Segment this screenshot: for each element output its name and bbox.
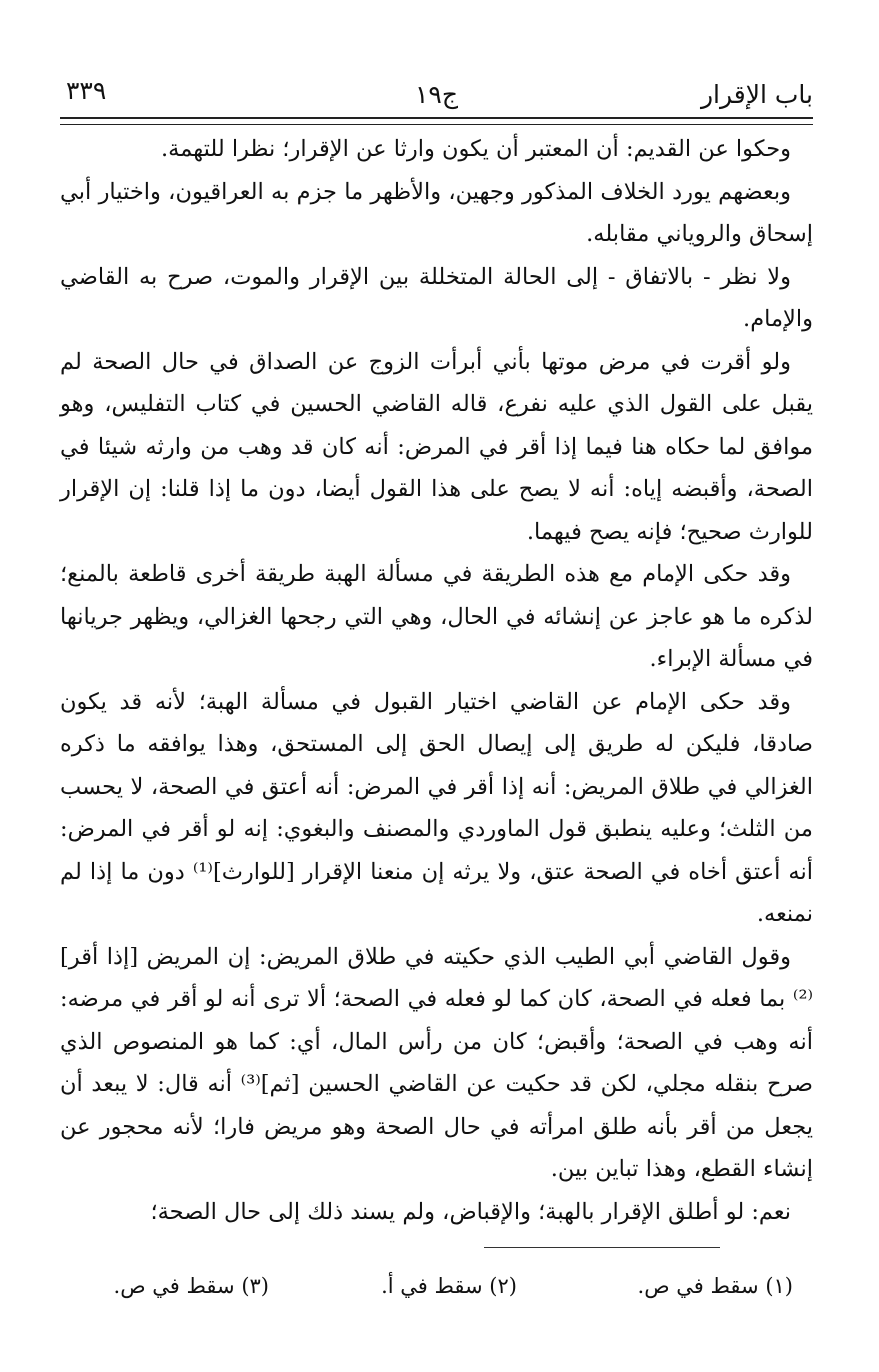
paragraph: نعم: لو أطلق الإقرار بالهبة؛ والإقباض، ولم يسند ذلك إلى حال الصحة؛ [150, 1198, 791, 1225]
paragraph: ولو أقرت في مرض موتها بأني أبرأت الزوج عن الصداق في حال الصحة لم يقبل على القول الذي عليه نفرع، قاله القاضي الحسين في كتاب التفليس، وهو موافق لما حكاه هنا فيما إذا أقر في المرض: أنه كان قد وهب من وارثه شيئا في الصحة، وأقبضه إياه: أنه لا يصح على هذا القول أيضا، دون ما إذا قلنا: إن الإقرار للوارث صحيح؛ فإنه يصح فيهما. [60, 348, 813, 545]
page-header [60, 72, 813, 116]
footnote-3: (٣) سقط في ص. [113, 1274, 269, 1298]
paragraph: وحكوا عن القديم: أن المعتبر أن يكون وارثا عن الإقرار؛ نظرا للتهمة. [160, 136, 791, 162]
chapter-title: باب الإقرار [700, 80, 813, 109]
footnote-separator [484, 1247, 720, 1248]
footnote-1: (١) سقط في ص. [637, 1274, 793, 1298]
paragraph: وقد حكى الإمام عن القاضي اختيار القبول في مسألة الهبة؛ لأنه قد يكون صادقا، فليكن له طريق إلى إيصال الحق إلى المستحق، وهذا يوافقه ما ذكره الغزالي في طلاق المريض: أنه إذا أقر في المرض: أنه أعتق في الصحة، لا يحسب من الثلث؛ وعليه ينطبق قول الماوردي والمصنف والبغوي: إنه لو أقر في المرض: أنه أعتق أخاه في الصحة عتق، ولا يرثه إن منعنا الإقرار [للوارث]⁽¹⁾ دون ما إذا لم نمنعه. [60, 688, 813, 927]
main-text [60, 128, 813, 1233]
paragraph: وقول القاضي أبي الطيب الذي حكيته في طلاق المريض: إن المريض [إذا أقر]⁽²⁾ بما فعله في الصحة، كان كما لو فعله في الصحة؛ ألا ترى أنه لو أقر في مرضه: أنه وهب في الصحة؛ وأقبض؛ كان من رأس المال، أي: كما هو المنصوص الذي صرح بنقله مجلي، لكن قد حكيت عن القاضي الحسين [ثم]⁽³⁾ أنه قال: لا يبعد أن يجعل من أقر بأنه طلق امرأته في حال الصحة وهو مريض فارا؛ لأنه محجور عن إنشاء القطع، وهذا تباين بين. [60, 943, 813, 1182]
page-number: ٣٣٩ [66, 76, 107, 105]
paragraph: ولا نظر - بالاتفاق - إلى الحالة المتخللة بين الإقرار والموت، صرح به القاضي والإمام. [60, 263, 813, 332]
paragraph: وبعضهم يورد الخلاف المذكور وجهين، والأظهر ما جزم به العراقيون، واختيار أبي إسحاق والروياني مقابله. [60, 178, 813, 247]
header-double-rule [60, 117, 813, 125]
footnote-2: (٢) سقط في أ. [381, 1274, 517, 1298]
footnotes [60, 1264, 813, 1304]
volume-label: ج١٩ [415, 80, 458, 109]
paragraph: وقد حكى الإمام مع هذه الطريقة في مسألة الهبة طريقة أخرى قاطعة بالمنع؛ لذكره ما هو عاجز عن إنشائه في الحال، وهي التي رجحها الغزالي، ويظهر جريانها في مسألة الإبراء. [60, 561, 813, 672]
